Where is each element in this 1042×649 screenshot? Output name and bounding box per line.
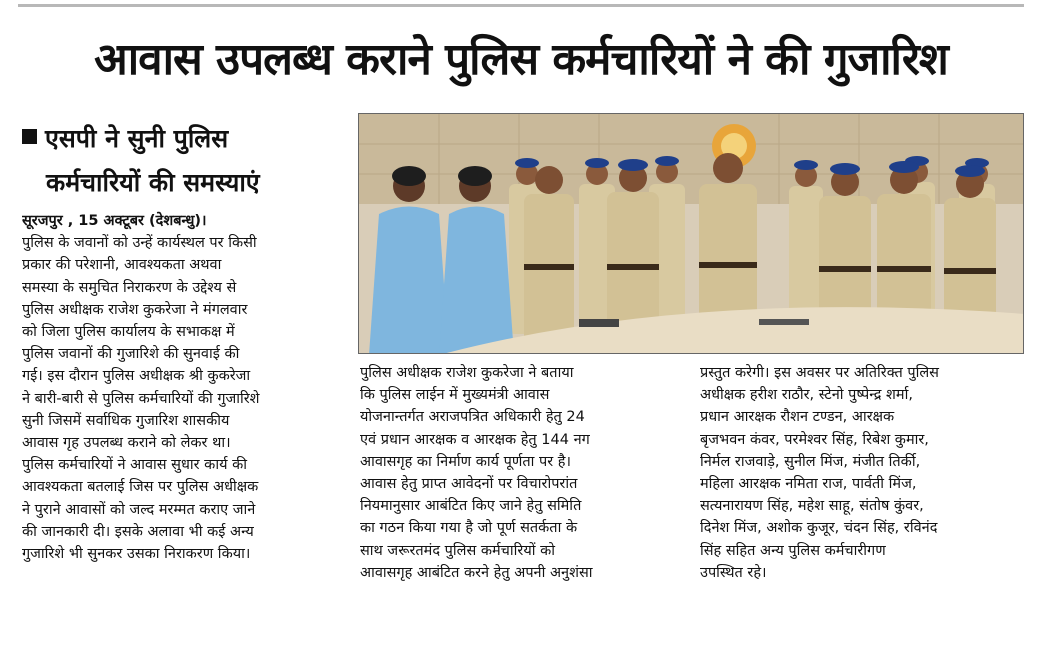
column3-line: दिनेश मिंज, अशोक कुजूर, चंदन सिंह, रविनंद [700, 520, 938, 537]
subheadline-line2: कर्मचारियों की समस्याएं [46, 168, 260, 197]
column3-line: निर्मल राजवाड़े, सुनील मिंज, मंजीत तिर्की, [700, 453, 921, 470]
column3-line: अधीक्षक हरीश राठौर, स्टेनो पुष्पेन्द्र शर्मा, [700, 387, 913, 404]
article-column-3 [700, 362, 1024, 584]
article-column-2 [360, 362, 682, 584]
column2-line: कि पुलिस लाईन में मुख्यमंत्री आवास [360, 387, 550, 404]
column2-line: आवास हेतु प्राप्त आवेदनों पर विचारोपरांत [360, 476, 578, 493]
column3-line: प्रस्तुत करेगी। इस अवसर पर अतिरिक्त पुलिस [700, 365, 939, 381]
column1-line: पुलिस के जवानों को उन्हें कार्यस्थल पर किसी [22, 235, 257, 252]
column1-line: प्रकार की परेशानी, आवश्यकता अथवा [22, 257, 222, 274]
column1-line: को जिला पुलिस कार्यालय के सभाकक्ष में [22, 324, 235, 341]
column1-line: गुजारिशे भी सुनकर उसका निराकरण किया। [22, 546, 251, 563]
column1-line: सुनी जिसमें सर्वाधिक गुजारिश शासकीय [22, 412, 230, 429]
headline: आवास उपलब्ध कराने पुलिस कर्मचारियों ने की गुजारिश [94, 34, 948, 85]
column2-line: एवं प्रधान आरक्षक व आरक्षक हेतु 144 नग [360, 431, 590, 448]
column1-line: पुलिस अधीक्षक राजेश कुकरेजा ने मंगलवार [22, 301, 248, 318]
column1-line: समस्या के समुचित निराकरण के उद्देश्य से [22, 279, 237, 296]
column2-line: का गठन किया गया है जो पूर्ण सतर्कता के [360, 520, 578, 537]
subheadline-line1: एसपी ने सुनी पुलिस [45, 124, 229, 153]
column3-line: महिला आरक्षक नमिता राज, पार्वती मिंज, [700, 476, 917, 493]
article-column-1 [22, 210, 340, 565]
column2-line: योजनान्तर्गत अराजपत्रित अधिकारी हेतु 24 [360, 409, 585, 426]
column2-line: पुलिस अधीक्षक राजेश कुकरेजा ने बताया [360, 365, 574, 381]
news-photo [358, 113, 1024, 354]
column2-line: नियमानुसार आबंटित किए जाने हेतु समिति [360, 498, 582, 515]
column1-line: पुलिस जवानों की गुजारिशे की सुनवाई की [22, 346, 240, 363]
column3-line: बृजभवन कंवर, परमेश्वर सिंह, रिबेश कुमार, [700, 431, 929, 448]
column1-line: ने पुराने आवासों को जल्द मरम्मत कराए जाने [22, 501, 256, 518]
column3-line: प्रधान आरक्षक रौशन टण्डन, आरक्षक [700, 409, 895, 426]
column1-line: आवश्यकता बतलाई जिस पर पुलिस अधीक्षक [22, 479, 259, 496]
column2-line: साथ जरूरतमंद पुलिस कर्मचारियों को [360, 542, 555, 559]
column2-line: आवासगृह का निर्माण कार्य पूर्णता पर है। [360, 453, 571, 470]
subheadline-bullet [22, 129, 37, 144]
column1-line: पुलिस कर्मचारियों ने आवास सुधार कार्य की [22, 457, 247, 474]
dateline: सूरजपुर , 15 अक्टूबर (देशबन्धु)। [22, 213, 207, 229]
subheadline [22, 117, 342, 205]
top-rule [18, 4, 1024, 7]
column3-line: सिंह सहित अन्य पुलिस कर्मचारीगण [700, 542, 886, 559]
column1-line: गई। इस दौरान पुलिस अधीक्षक श्री कुकरेजा [22, 368, 251, 385]
column1-line: ने बारी-बारी से पुलिस कर्मचारियों की गुजारिशे [22, 390, 260, 407]
column1-line: की जानकारी दी। इसके अलावा भी कई अन्य [22, 523, 254, 540]
column3-line: उपस्थित रहे। [700, 564, 767, 581]
column2-line: आवासगृह आबंटित करने हेतु अपनी अनुशंसा [360, 564, 593, 581]
column1-line: आवास गृह उपलब्ध कराने को लेकर था। [22, 435, 231, 452]
column3-line: सत्यनारायण सिंह, महेश साहू, संतोष कुंवर, [700, 498, 924, 515]
